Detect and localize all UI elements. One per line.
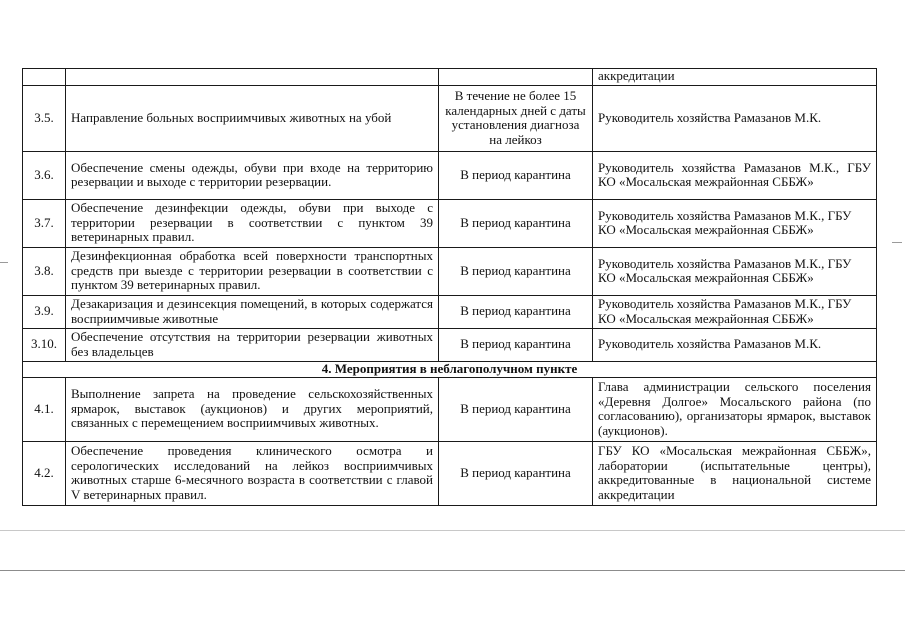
term-cell (439, 69, 593, 86)
responsible-cell: Руководитель хозяйства Рамазанов М.К., ГБУ КО «Мосальская межрайонная СББЖ» (593, 247, 877, 295)
term-cell: В течение не более 15 календарных дней с даты установления диагноза на лейкоз (439, 85, 593, 151)
activity-cell: Обеспечение проведения клинического осмотра и серологических исследований на лейкоз восприимчивых животных старше 6-месячного возраста в соответствии с главой V ветеринарных правил. (66, 441, 439, 505)
table-row (23, 295, 877, 328)
activity-cell: Дезакаризация и дезинсекция помещений, в которых содержатся восприимчивые животные (66, 295, 439, 328)
term-cell: В период карантина (439, 295, 593, 328)
term-cell: В период карантина (439, 328, 593, 361)
responsible-cell: аккредитации (593, 69, 877, 86)
scan-mark-right (892, 242, 902, 243)
activity-cell: Выполнение запрета на проведение сельскохозяйственных ярмарок, выставок (аукционов) и других мероприятий, связанных с перемещением восприимчивых животных. (66, 377, 439, 441)
table-row (23, 247, 877, 295)
row-number: 3.7. (23, 199, 66, 247)
page-bottom-rule (0, 570, 905, 571)
activity-cell: Обеспечение дезинфекции одежды, обуви при выходе с территории резервации в соответствии с пунктом 39 ветеринарных правил. (66, 199, 439, 247)
term-cell: В период карантина (439, 377, 593, 441)
activity-cell (66, 69, 439, 86)
row-number (23, 69, 66, 86)
activity-cell: Направление больных восприимчивых животных на убой (66, 85, 439, 151)
section-title: 4. Мероприятия в неблагополучном пункте (23, 361, 877, 377)
row-number: 3.10. (23, 328, 66, 361)
table-row (23, 199, 877, 247)
table-row (23, 69, 877, 86)
row-number: 3.8. (23, 247, 66, 295)
responsible-cell: Руководитель хозяйства Рамазанов М.К. (593, 85, 877, 151)
row-number: 3.9. (23, 295, 66, 328)
responsible-cell: Руководитель хозяйства Рамазанов М.К., ГБУ КО «Мосальская межрайонная СББЖ» (593, 151, 877, 199)
table-row (23, 85, 877, 151)
row-number: 4.2. (23, 441, 66, 505)
table-row (23, 328, 877, 361)
activity-cell: Обеспечение отсутствия на территории резервации животных без владельцев (66, 328, 439, 361)
row-number: 4.1. (23, 377, 66, 441)
responsible-cell: ГБУ КО «Мосальская межрайонная СББЖ», лаборатории (испытательные центры), аккредитованные в национальной системе аккредитации (593, 441, 877, 505)
responsible-cell: Руководитель хозяйства Рамазанов М.К. (593, 328, 877, 361)
row-number: 3.5. (23, 85, 66, 151)
table-row (23, 377, 877, 441)
activity-cell: Обеспечение смены одежды, обуви при входе на территорию резервации и выходе с территории резервации. (66, 151, 439, 199)
scan-divider-line (0, 530, 905, 531)
section-header-row (23, 361, 877, 377)
scan-mark-left (0, 262, 8, 263)
responsible-cell: Глава администрации сельского поселения «Деревня Долгое» Мосальского района (по согласованию), организаторы ярмарок, выставок (аукционов). (593, 377, 877, 441)
row-number: 3.6. (23, 151, 66, 199)
term-cell: В период карантина (439, 151, 593, 199)
table-row (23, 441, 877, 505)
term-cell: В период карантина (439, 441, 593, 505)
responsible-cell: Руководитель хозяйства Рамазанов М.К., ГБУ КО «Мосальская межрайонная СББЖ» (593, 295, 877, 328)
activity-cell: Дезинфекционная обработка всей поверхности транспортных средств при выезде с территории резервации в соответствии с пунктом 39 ветеринарных правил. (66, 247, 439, 295)
responsible-cell: Руководитель хозяйства Рамазанов М.К., ГБУ КО «Мосальская межрайонная СББЖ» (593, 199, 877, 247)
measures-table (22, 68, 877, 506)
term-cell: В период карантина (439, 247, 593, 295)
table-row (23, 151, 877, 199)
term-cell: В период карантина (439, 199, 593, 247)
